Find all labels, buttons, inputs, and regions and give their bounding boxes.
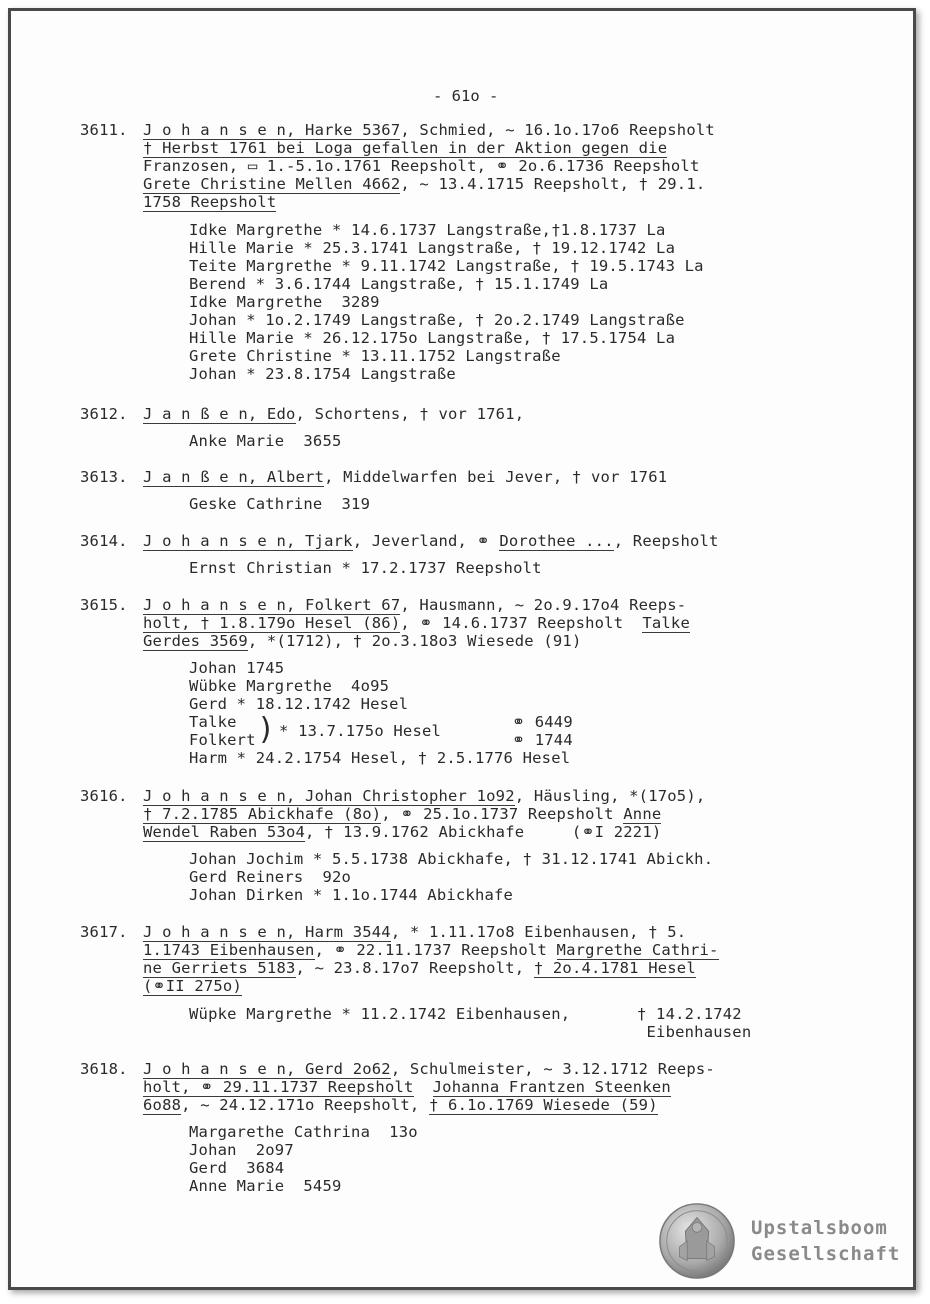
entry-head-line <box>143 193 276 211</box>
page-number: - 61o - <box>433 87 499 105</box>
underlined-text: Anne <box>623 805 662 823</box>
child-entry: Teite Margrethe * 9.11.1742 Langstraße, † 19.5.1743 La <box>189 257 704 275</box>
entry-head-line <box>143 823 661 841</box>
twin-shared-birth: * 13.7.175o Hesel <box>279 722 442 740</box>
underlined-text: Wendel Raben 53o4 <box>143 823 306 841</box>
text-segment: , Schortens, † vor 1761, <box>295 405 525 423</box>
underlined-text: Gerdes 3569 <box>143 632 248 650</box>
text-segment: , ⚭ 25.1o.1737 Reepsholt <box>381 805 624 823</box>
text-segment: , * 1.11.17o8 Eibenhausen, † 5. <box>390 923 687 941</box>
text-segment: , ~ 24.12.171o Reepsholt, <box>181 1096 429 1114</box>
child-entry: Wüpke Margrethe * 11.2.1742 Eibenhausen, † 14.2.1742 <box>189 1005 742 1023</box>
entry-head-line <box>143 1060 715 1078</box>
entry-number: 3618. <box>80 1060 128 1078</box>
entry-head-line <box>143 596 686 614</box>
entry-head-line <box>143 787 705 805</box>
underlined-text: J o h a n s e n, Gerd 2o62 <box>143 1060 391 1078</box>
underlined-text: holt, ⚭ 29.11.1737 Reepsholt <box>143 1078 414 1096</box>
twin-name-b: Folkert <box>189 731 256 749</box>
child-entry: Berend * 3.6.1744 Langstraße, † 15.1.1749 La <box>189 275 609 293</box>
child-entry: Gerd Reiners 92o <box>189 868 352 886</box>
entry-head-line <box>143 1096 658 1114</box>
child-entry: Johan * 23.8.1754 Langstraße <box>189 365 456 383</box>
child-entry: Hille Marie * 25.3.1741 Langstraße, † 19.12.1742 La <box>189 239 676 257</box>
underlined-text: J o h a n s e n, Johan Christopher 1o92 <box>143 787 515 805</box>
text-segment: , Jeverland, ⚭ <box>352 532 500 550</box>
coin-seal-icon <box>658 1202 736 1280</box>
underlined-text: 6o88 <box>143 1096 182 1114</box>
underlined-text: † 7.2.1785 Abickhafe (8o) <box>143 805 382 823</box>
child-entry: Grete Christine * 13.11.1752 Langstraße <box>189 347 561 365</box>
child-entry: Idke Margrethe * 14.6.1737 Langstraße,†1.8.1737 La <box>189 221 666 239</box>
entry-head-line <box>143 532 719 550</box>
underlined-text: Johanna Frantzen Steenken <box>432 1078 671 1096</box>
twin-ref-a: ⚭ 6449 <box>512 713 573 731</box>
child-entry: Gerd * 18.12.1742 Hesel <box>189 695 409 713</box>
child-entry: Anne Marie 5459 <box>189 1177 342 1195</box>
entry-number: 3615. <box>80 596 128 614</box>
brand-line-2: Gesellschaft <box>751 1243 901 1265</box>
entry-head-line <box>143 614 690 632</box>
entry-head-line <box>143 805 661 823</box>
underlined-text: Grete Christine Mellen 4662 <box>143 175 401 193</box>
underlined-text: J a n ß e n, Edo <box>143 405 296 423</box>
child-entry: Gerd 3684 <box>189 1159 285 1177</box>
twin-name-a: Talke <box>189 713 237 731</box>
entry-number: 3614. <box>80 532 128 550</box>
text-segment: , ⚭ 14.6.1737 Reepsholt <box>400 614 643 632</box>
text-segment <box>414 1078 433 1096</box>
text-segment: , ~ 23.8.17o7 Reepsholt, <box>295 959 534 977</box>
underlined-text: J o h a n s e n, Harm 3544 <box>143 923 391 941</box>
underlined-text: ne Gerriets 5183 <box>143 959 296 977</box>
text-segment: , Häusling, *(17o5), <box>514 787 706 805</box>
child-entry: Johan 2o97 <box>189 1141 294 1159</box>
entry-number: 3612. <box>80 405 128 423</box>
child-entry: Johan Jochim * 5.5.1738 Abickhafe, † 31.12.1741 Abickh. <box>189 850 714 868</box>
underlined-text: † Herbst 1761 bei Loga gefallen in der Aktion gegen die <box>143 139 668 157</box>
text-segment: , Hausmann, ~ 2o.9.17o4 Reeps- <box>400 596 687 614</box>
child-entry: Idke Margrethe 3289 <box>189 293 380 311</box>
entry-head-line <box>143 139 667 157</box>
entry-head-line <box>143 157 700 175</box>
text-segment: , Schmied, ~ 16.1o.17o6 Reepsholt <box>400 121 715 139</box>
underlined-text: † 2o.4.1781 Hesel <box>533 959 696 977</box>
brand-line-1: Upstalsboom <box>751 1217 888 1239</box>
underlined-text: (⚭II 275o) <box>143 977 242 995</box>
entry-number: 3616. <box>80 787 128 805</box>
entry-head-line <box>143 977 242 995</box>
text-segment: , ~ 13.4.1715 Reepsholt, † 29.1. <box>400 175 706 193</box>
entry-head-line <box>143 959 696 977</box>
entry-head-line <box>143 941 719 959</box>
underlined-text: 1.1743 Eibenhausen <box>143 941 315 959</box>
entry-head-line <box>143 632 581 650</box>
child-entry: Hille Marie * 26.12.175o Langstraße, † 17.5.1754 La <box>189 329 676 347</box>
child-entry: Johan Dirken * 1.1o.1744 Abickhafe <box>189 886 514 904</box>
child-entry: Wübke Margrethe 4o95 <box>189 677 390 695</box>
text-segment: , *(1712), † 2o.3.18o3 Wiesede (91) <box>247 632 582 650</box>
underlined-text: J o h a n s e n, Folkert 67 <box>143 596 401 614</box>
child-entry: Margarethe Cathrina 13o <box>189 1123 418 1141</box>
entry-head-line <box>143 405 524 423</box>
child-entry: Harm * 24.2.1754 Hesel, † 2.5.1776 Hesel <box>189 749 571 767</box>
entry-head-line <box>143 121 715 139</box>
text-segment: Franzosen, ▭ 1.-5.1o.1761 Reepsholt, ⚭ 2o.6.1736 Reepsholt <box>143 157 700 175</box>
underlined-text: J o h a n s e n, Harke 5367 <box>143 121 401 139</box>
entry-head-line <box>143 923 686 941</box>
entry-number: 3617. <box>80 923 128 941</box>
underlined-text: 1758 Reepsholt <box>143 193 277 211</box>
brace-symbol: ) <box>257 712 276 747</box>
underlined-text: J a n ß e n, Albert <box>143 468 325 486</box>
text-segment: , Reepsholt <box>613 532 719 550</box>
entry-number: 3613. <box>80 468 128 486</box>
entry-head-line <box>143 175 705 193</box>
underlined-text: Margrethe Cathri- <box>556 941 719 959</box>
child-entry: Johan 1745 <box>189 659 285 677</box>
underlined-text: holt, † 1.8.179o Hesel (86) <box>143 614 401 632</box>
text-segment: , ⚭ 22.11.1737 Reepsholt <box>314 941 557 959</box>
child-entry: Geske Cathrine 319 <box>189 495 371 513</box>
text-segment: , Schulmeister, ~ 3.12.1712 Reeps- <box>390 1060 715 1078</box>
child-entry: Ernst Christian * 17.2.1737 Reepsholt <box>189 559 542 577</box>
twin-ref-b: ⚭ 1744 <box>512 731 573 749</box>
underlined-text: Dorothee ... <box>499 532 614 550</box>
entry-head-line <box>143 468 667 486</box>
text-segment: , † 13.9.1762 Abickhafe (⚭I 2221) <box>305 823 662 841</box>
text-segment: , Middelwarfen bei Jever, † vor 1761 <box>324 468 668 486</box>
child-entry: Eibenhausen <box>189 1023 752 1041</box>
child-entry: Anke Marie 3655 <box>189 432 342 450</box>
entry-head-line <box>143 1078 671 1096</box>
child-entry: Johan * 1o.2.1749 Langstraße, † 2o.2.1749 Langstraße <box>189 311 685 329</box>
underlined-text: † 6.1o.1769 Wiesede (59) <box>428 1096 658 1114</box>
entry-number: 3611. <box>80 121 128 139</box>
underlined-text: Talke <box>642 614 690 632</box>
underlined-text: J o h a n s e n, Tjark <box>143 532 353 550</box>
